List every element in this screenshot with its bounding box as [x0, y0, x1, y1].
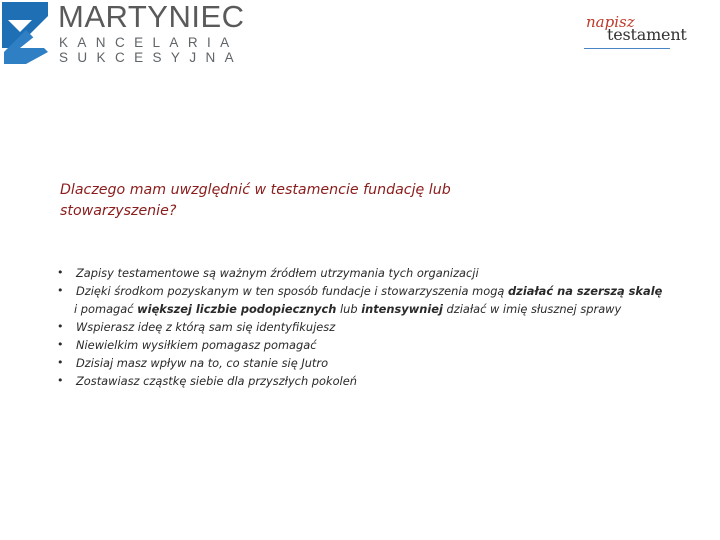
- list-item-text: Dzisiaj masz wpływ na to, co stanie się Jutro: [76, 356, 329, 370]
- emphasis-text: działać na szerszą skalę: [508, 284, 663, 298]
- text-segment: działać w imię słusznej sprawy: [442, 302, 622, 316]
- list-item-text: Wspierasz ideę z którą sam się identyfikujesz: [76, 320, 336, 334]
- list-item-text: Niewielkim wysiłkiem pomagasz pomagać: [76, 338, 317, 352]
- bullet-icon: •: [57, 356, 64, 369]
- list-item: [57, 318, 697, 336]
- question-line-2: stowarzyszenie?: [60, 203, 177, 219]
- reasons-list: [57, 264, 697, 390]
- logo-underline: [584, 48, 670, 49]
- emphasis-text: intensywniej: [361, 302, 443, 316]
- list-item-text: Zapisy testamentowe są ważnym źródłem utrzymania tych organizacji: [76, 266, 479, 280]
- list-item: [57, 282, 697, 318]
- brand-name: MARTYNIEC: [58, 0, 245, 34]
- testament-logo-word: testament: [607, 25, 687, 44]
- brand-subtitle-line1: KANCELARIA: [59, 35, 239, 50]
- list-item: [57, 354, 697, 372]
- bullet-icon: •: [57, 266, 64, 279]
- text-segment: i pomagać: [74, 302, 138, 316]
- list-item-text: [76, 284, 662, 298]
- question-line-1: Dlaczego mam uwzględnić w testamencie fundację lub: [60, 182, 451, 198]
- bullet-icon: •: [57, 374, 64, 387]
- list-item-continuation: [74, 300, 697, 318]
- text-segment: Dzięki środkom pozyskanym w ten sposób fundacje i stowarzyszenia mogą: [76, 284, 509, 298]
- emphasis-text: większej liczbie podopiecznych: [137, 302, 337, 316]
- bullet-icon: •: [57, 338, 64, 351]
- list-item: [57, 372, 697, 390]
- martyniec-logo-icon: [2, 2, 50, 64]
- list-item: [57, 336, 697, 354]
- bullet-icon: •: [57, 320, 64, 333]
- text-segment: lub: [336, 302, 362, 316]
- list-item: [57, 264, 697, 282]
- list-item-text: Zostawiasz cząstkę siebie dla przyszłych pokoleń: [76, 374, 357, 388]
- napisz-script-logo: napisz: [586, 13, 635, 31]
- question-heading: [60, 180, 520, 222]
- brand-subtitle-line2: SUKCESYJNA: [59, 50, 244, 65]
- bullet-icon: •: [57, 284, 64, 297]
